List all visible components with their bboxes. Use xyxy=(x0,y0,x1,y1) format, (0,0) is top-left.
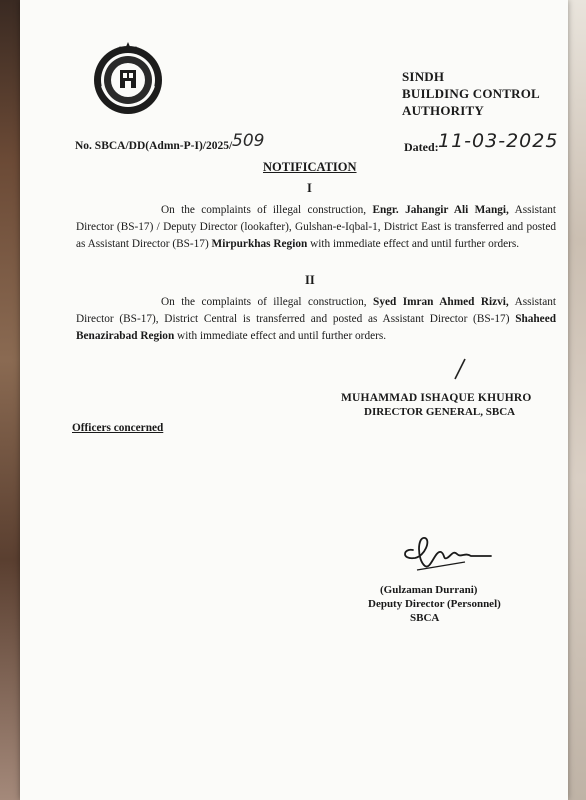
handwritten-signature xyxy=(395,530,495,580)
dated-label: Dated: xyxy=(404,140,439,154)
signatory-title: DIRECTOR GENERAL, SBCA xyxy=(364,406,516,418)
organization-name xyxy=(402,68,540,119)
section-1-numeral: I xyxy=(307,181,312,195)
org-line-1: SINDH xyxy=(402,69,445,84)
signatory-name: MUHAMMAD ISHAQUE KHUHRO xyxy=(341,392,532,404)
sbca-emblem-logo xyxy=(90,40,166,116)
signature-mark-slash xyxy=(452,358,468,380)
org-line-3: AUTHORITY xyxy=(402,103,484,118)
countersign-title: Deputy Director (Personnel) xyxy=(368,598,501,610)
section-2-posting-region: Shaheed Benazirabad Region xyxy=(76,313,556,342)
officers-concerned-label: Officers concerned xyxy=(72,422,164,434)
countersign-org: SBCA xyxy=(410,612,440,624)
section-2-text-a: On the complaints of illegal construction, xyxy=(161,296,374,308)
section-1-officer-name: Engr. Jahangir Ali Mangi, xyxy=(372,204,509,216)
section-2-text-c: with immediate effect and until further orders. xyxy=(174,330,387,342)
reference-handwritten-number: 509 xyxy=(232,131,265,151)
notification-title: NOTIFICATION xyxy=(263,160,357,174)
countersign-name: (Gulzaman Durrani) xyxy=(380,584,478,596)
reference-number: No. SBCA/DD(Admn-P-I)/2025/ xyxy=(75,140,233,152)
section-2-officer-name: Syed Imran Ahmed Rizvi, xyxy=(373,296,509,308)
section-1-text-a: On the complaints of illegal construction, xyxy=(161,204,373,216)
org-line-2: BUILDING CONTROL xyxy=(402,86,540,101)
section-1-paragraph xyxy=(76,202,556,253)
section-1-posting-region: Mirpurkhas Region xyxy=(211,238,308,250)
document-page xyxy=(20,0,568,800)
section-2-paragraph xyxy=(76,294,556,345)
section-1-text-b: Assistant Director (BS-17) / Deputy Director (lookafter), Gulshan-e-Iqbal-1, District East is transferred and posted as Assistant Director (BS-17) xyxy=(76,204,556,250)
section-2-numeral: II xyxy=(305,273,315,287)
section-1-text-c: with immediate effect and until further orders. xyxy=(307,238,520,250)
section-2-text-b: Assistant Director (BS-17), District Central is transferred and posted as Assistant Director (BS-17) xyxy=(76,296,556,325)
dated-handwritten-value: 11-03-2025 xyxy=(438,130,559,152)
